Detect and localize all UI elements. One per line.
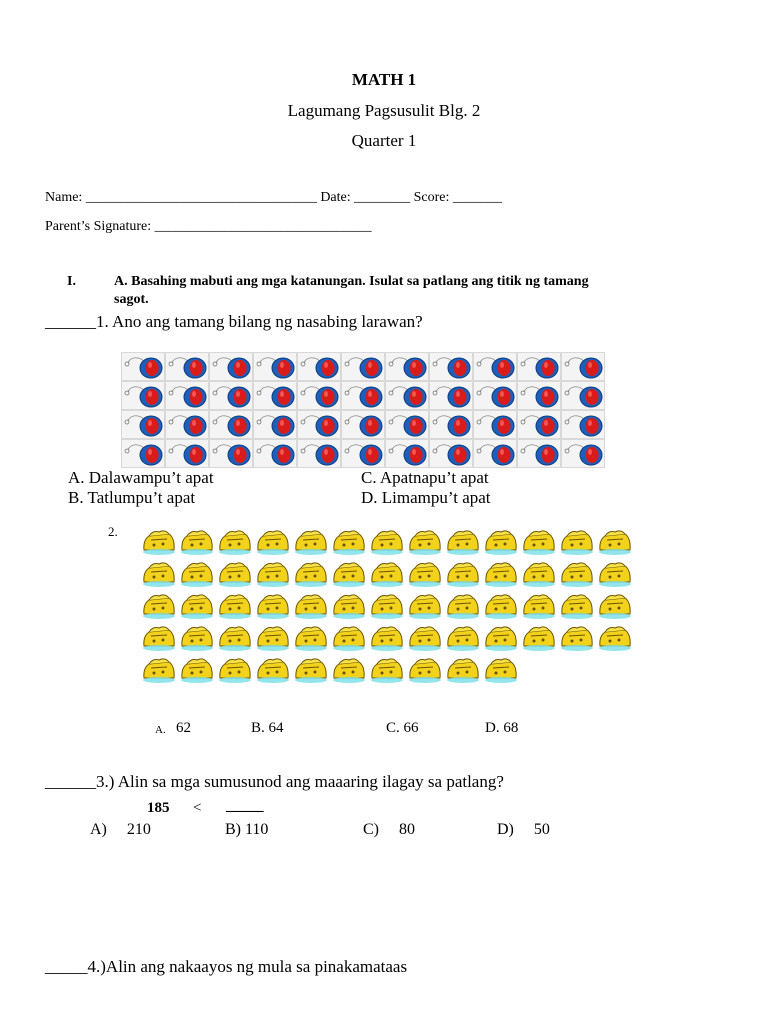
treasure-bag-icon (368, 654, 406, 686)
yoyo-icon (297, 410, 341, 439)
yoyo-icon (517, 381, 561, 410)
q3-less-than-symbol: < (193, 800, 202, 816)
yoyo-icon (517, 410, 561, 439)
treasure-bag-icon (292, 558, 330, 590)
yoyo-icon (561, 381, 605, 410)
treasure-bag-icon (482, 654, 520, 686)
yoyo-icon (473, 410, 517, 439)
treasure-bag-picture-grid (140, 526, 634, 686)
treasure-bag-icon (216, 622, 254, 654)
yoyo-icon (253, 381, 297, 410)
yoyo-icon (121, 410, 165, 439)
yoyo-icon (209, 410, 253, 439)
quarter-label: Quarter 1 (351, 131, 417, 150)
treasure-bag-icon (330, 558, 368, 590)
treasure-bag-icon (216, 526, 254, 558)
yoyo-icon (165, 439, 209, 468)
q1-choice-a: A. Dalawampu’t apat (68, 468, 214, 487)
treasure-bag-icon (178, 526, 216, 558)
treasure-bag-icon (596, 590, 634, 622)
treasure-bag-icon (444, 590, 482, 622)
treasure-bag-icon (368, 526, 406, 558)
yoyo-icon (561, 352, 605, 381)
treasure-bag-icon (558, 622, 596, 654)
page-title: MATH 1 (351, 70, 417, 89)
treasure-bag-icon (178, 558, 216, 590)
treasure-bag-icon (140, 558, 178, 590)
treasure-bag-icon (444, 654, 482, 686)
treasure-bag-icon (292, 590, 330, 622)
q1-choice-c: C. Apatnapu’t apat (361, 468, 489, 487)
yoyo-icon (253, 352, 297, 381)
treasure-bag-icon (444, 558, 482, 590)
yoyo-icon (561, 410, 605, 439)
treasure-bag-icon (292, 654, 330, 686)
yoyo-icon (429, 439, 473, 468)
q2-choice-c: C. 66 (386, 720, 419, 736)
treasure-bag-icon (330, 526, 368, 558)
treasure-bag-icon (178, 590, 216, 622)
parent-signature-line: Parent’s Signature: _______________________________ (45, 219, 372, 234)
treasure-bag-icon (216, 654, 254, 686)
treasure-bag-icon (596, 622, 634, 654)
treasure-bag-icon (140, 622, 178, 654)
yoyo-icon (385, 439, 429, 468)
yoyo-icon (209, 352, 253, 381)
q3-choice-c: C) 80 (363, 821, 415, 838)
q3-answer-blank: _____ (226, 798, 264, 814)
yoyo-icon (429, 410, 473, 439)
treasure-bag-icon (520, 622, 558, 654)
treasure-bag-icon (140, 526, 178, 558)
yoyo-icon (341, 381, 385, 410)
treasure-bag-icon (406, 590, 444, 622)
treasure-bag-icon (368, 590, 406, 622)
treasure-bag-icon (254, 526, 292, 558)
treasure-bag-icon (292, 526, 330, 558)
yoyo-icon (385, 352, 429, 381)
q3-choice-a: A) 210 (90, 821, 151, 838)
yoyo-icon (473, 352, 517, 381)
yoyo-icon (385, 381, 429, 410)
yoyo-icon (209, 381, 253, 410)
question-3-text: ______3.) Alin sa mga sumusunod ang maaaring ilagay sa patlang? (45, 772, 504, 791)
treasure-bag-icon (406, 622, 444, 654)
yoyo-icon (121, 439, 165, 468)
yoyo-icon (429, 352, 473, 381)
treasure-bag-icon (520, 526, 558, 558)
yoyo-icon (473, 439, 517, 468)
yoyo-icon (297, 439, 341, 468)
instruction-line-2: sagot. (114, 292, 149, 307)
yoyo-icon (341, 410, 385, 439)
treasure-bag-icon (558, 590, 596, 622)
name-date-score-line: Name: _________________________________ Date: ________ Score: _______ (45, 190, 502, 205)
q2-choice-a-letter: A. (155, 724, 166, 736)
yoyo-icon (341, 352, 385, 381)
yoyo-icon (473, 381, 517, 410)
q1-choice-b: B. Tatlumpu’t apat (68, 488, 196, 507)
treasure-bag-icon (140, 590, 178, 622)
yoyo-icon (297, 352, 341, 381)
yoyo-icon (165, 410, 209, 439)
q2-choice-b: B. 64 (251, 720, 284, 736)
yoyo-icon (209, 439, 253, 468)
treasure-bag-icon (520, 590, 558, 622)
treasure-bag-icon (558, 526, 596, 558)
yoyo-icon (121, 381, 165, 410)
yoyo-icon (165, 381, 209, 410)
instruction-line-1: A. Basahing mabuti ang mga katanungan. Isulat sa patlang ang titik ng tamang (114, 274, 589, 289)
yoyo-icon (253, 439, 297, 468)
treasure-bag-icon (482, 622, 520, 654)
yoyo-icon (385, 410, 429, 439)
treasure-bag-icon (330, 654, 368, 686)
treasure-bag-icon (254, 558, 292, 590)
treasure-bag-icon (520, 558, 558, 590)
q2-choice-d: D. 68 (485, 720, 519, 736)
treasure-bag-icon (216, 558, 254, 590)
yoyo-icon (429, 381, 473, 410)
treasure-bag-icon (406, 526, 444, 558)
q1-choice-d: D. Limampu’t apat (361, 488, 491, 507)
question-2-number: 2. (108, 524, 118, 539)
question-4-text: _____4.)Alin ang nakaayos ng mula sa pinakamataas (45, 957, 408, 976)
question-1-text: ______1. Ano ang tamang bilang ng nasabing larawan? (45, 312, 423, 331)
treasure-bag-icon (178, 654, 216, 686)
treasure-bag-icon (368, 622, 406, 654)
yoyo-icon (561, 439, 605, 468)
yoyo-icon (517, 352, 561, 381)
test-subtitle: Lagumang Pagsusulit Blg. 2 (287, 101, 481, 120)
treasure-bag-icon (406, 558, 444, 590)
yoyo-icon (253, 410, 297, 439)
q3-number: 185 (147, 800, 170, 816)
treasure-bag-icon (558, 558, 596, 590)
treasure-bag-icon (406, 654, 444, 686)
treasure-bag-icon (482, 558, 520, 590)
q3-choice-d: D) 50 (497, 821, 550, 838)
yoyo-picture-grid (121, 352, 605, 468)
treasure-bag-icon (330, 622, 368, 654)
treasure-bag-icon (596, 558, 634, 590)
treasure-bag-icon (140, 654, 178, 686)
treasure-bag-icon (444, 526, 482, 558)
yoyo-icon (165, 352, 209, 381)
yoyo-icon (341, 439, 385, 468)
treasure-bag-icon (178, 622, 216, 654)
treasure-bag-icon (482, 590, 520, 622)
treasure-bag-icon (482, 526, 520, 558)
q2-choice-a-value: 62 (176, 720, 191, 736)
section-numeral: I. (67, 274, 76, 289)
yoyo-icon (121, 352, 165, 381)
treasure-bag-icon (216, 590, 254, 622)
treasure-bag-icon (596, 526, 634, 558)
treasure-bag-icon (292, 622, 330, 654)
treasure-bag-icon (254, 622, 292, 654)
treasure-bag-icon (444, 622, 482, 654)
yoyo-icon (517, 439, 561, 468)
q3-choice-b: B) 110 (225, 821, 269, 838)
treasure-bag-icon (254, 654, 292, 686)
treasure-bag-icon (330, 590, 368, 622)
treasure-bag-icon (254, 590, 292, 622)
treasure-bag-icon (368, 558, 406, 590)
yoyo-icon (297, 381, 341, 410)
